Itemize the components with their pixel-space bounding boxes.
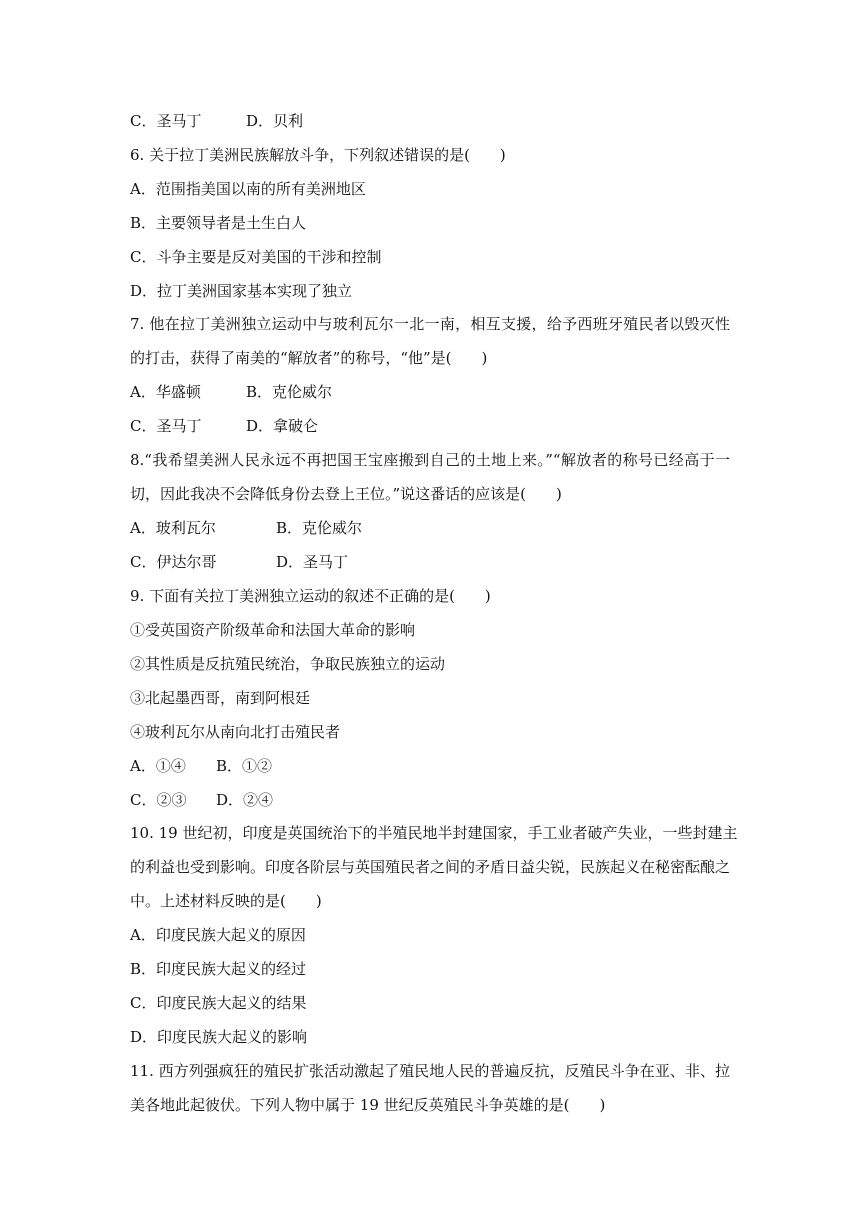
q8-option-a: A．玻利瓦尔: [130, 519, 216, 537]
q9-option-d: D．②④: [216, 791, 274, 809]
q6-option-b: B．主要领导者是土生白人: [130, 214, 307, 232]
q8-option-b: B．克伦威尔: [276, 519, 363, 537]
q10-option-d: D．印度民族大起义的影响: [130, 1028, 308, 1046]
q11-stem-line2: 美各地此起彼伏。下列人物中属于 19 世纪反英殖民斗争英雄的是( ): [130, 1096, 606, 1114]
q9-statement-1: ①受英国资产阶级革命和法国大革命的影响: [130, 621, 416, 639]
q8-stem-line1: 8.“我希望美洲人民永远不再把国王宝座搬到自己的土地上来。”“解放者的称号已经高于一: [130, 451, 730, 469]
q7-option-c: C．圣马丁: [130, 417, 202, 435]
q9-statement-4: ④玻利瓦尔从南向北打击殖民者: [130, 723, 341, 741]
q7-option-b: B．克伦威尔: [246, 383, 333, 401]
q7-stem-line2: 的打击，获得了南美的“解放者”的称号，“他”是( ): [130, 349, 488, 367]
q7-option-a: A．华盛顿: [130, 383, 201, 401]
q9-statement-2: ②其性质是反抗殖民统治，争取民族独立的运动: [130, 655, 446, 673]
q9-option-c: C．②③: [130, 791, 187, 809]
q10-option-b: B．印度民族大起义的经过: [130, 960, 307, 978]
q7-option-d: D．拿破仑: [246, 417, 319, 435]
q8-option-c: C．伊达尔哥: [130, 553, 217, 571]
q9-option-b: B．①②: [216, 757, 273, 775]
q10-stem-line1: 10. 19 世纪初，印度是英国统治下的半殖民地半封建国家，手工业者破产失业，一些封建主: [130, 824, 738, 842]
q6-stem: 6. 关于拉丁美洲民族解放斗争，下列叙述错误的是( ): [130, 146, 506, 164]
q10-stem-line2: 的利益也受到影响。印度各阶层与英国殖民者之间的矛盾日益尖锐，民族起义在秘密酝酿之: [130, 858, 731, 876]
q11-stem-line1: 11. 西方列强疯狂的殖民扩张活动激起了殖民地人民的普遍反抗，反殖民斗争在亚、非、拉: [130, 1062, 730, 1080]
q8-option-d: D．圣马丁: [276, 553, 349, 571]
q7-stem-line1: 7. 他在拉丁美洲独立运动中与玻利瓦尔一北一南，相互支援，给予西班牙殖民者以毁灭性: [130, 315, 730, 333]
q10-option-a: A．印度民族大起义的原因: [130, 926, 306, 944]
q6-option-c: C．斗争主要是反对美国的干涉和控制: [130, 248, 382, 266]
q8-stem-line2: 切，因此我决不会降低身份去登上王位。”说这番话的应该是( ): [130, 485, 562, 503]
q9-stem: 9. 下面有关拉丁美洲独立运动的叙述不正确的是( ): [130, 587, 491, 605]
q10-stem-line3: 中。上述材料反映的是( ): [130, 892, 322, 910]
q10-option-c: C．印度民族大起义的结果: [130, 994, 307, 1012]
q5-option-d: D．贝利: [246, 112, 304, 130]
q9-statement-3: ③北起墨西哥，南到阿根廷: [130, 689, 311, 707]
q9-option-a: A．①④: [130, 757, 186, 775]
q6-option-d: D．拉丁美洲国家基本实现了独立: [130, 282, 353, 300]
q6-option-a: A．范围指美国以南的所有美洲地区: [130, 180, 366, 198]
q5-option-c: C．圣马丁: [130, 112, 202, 130]
